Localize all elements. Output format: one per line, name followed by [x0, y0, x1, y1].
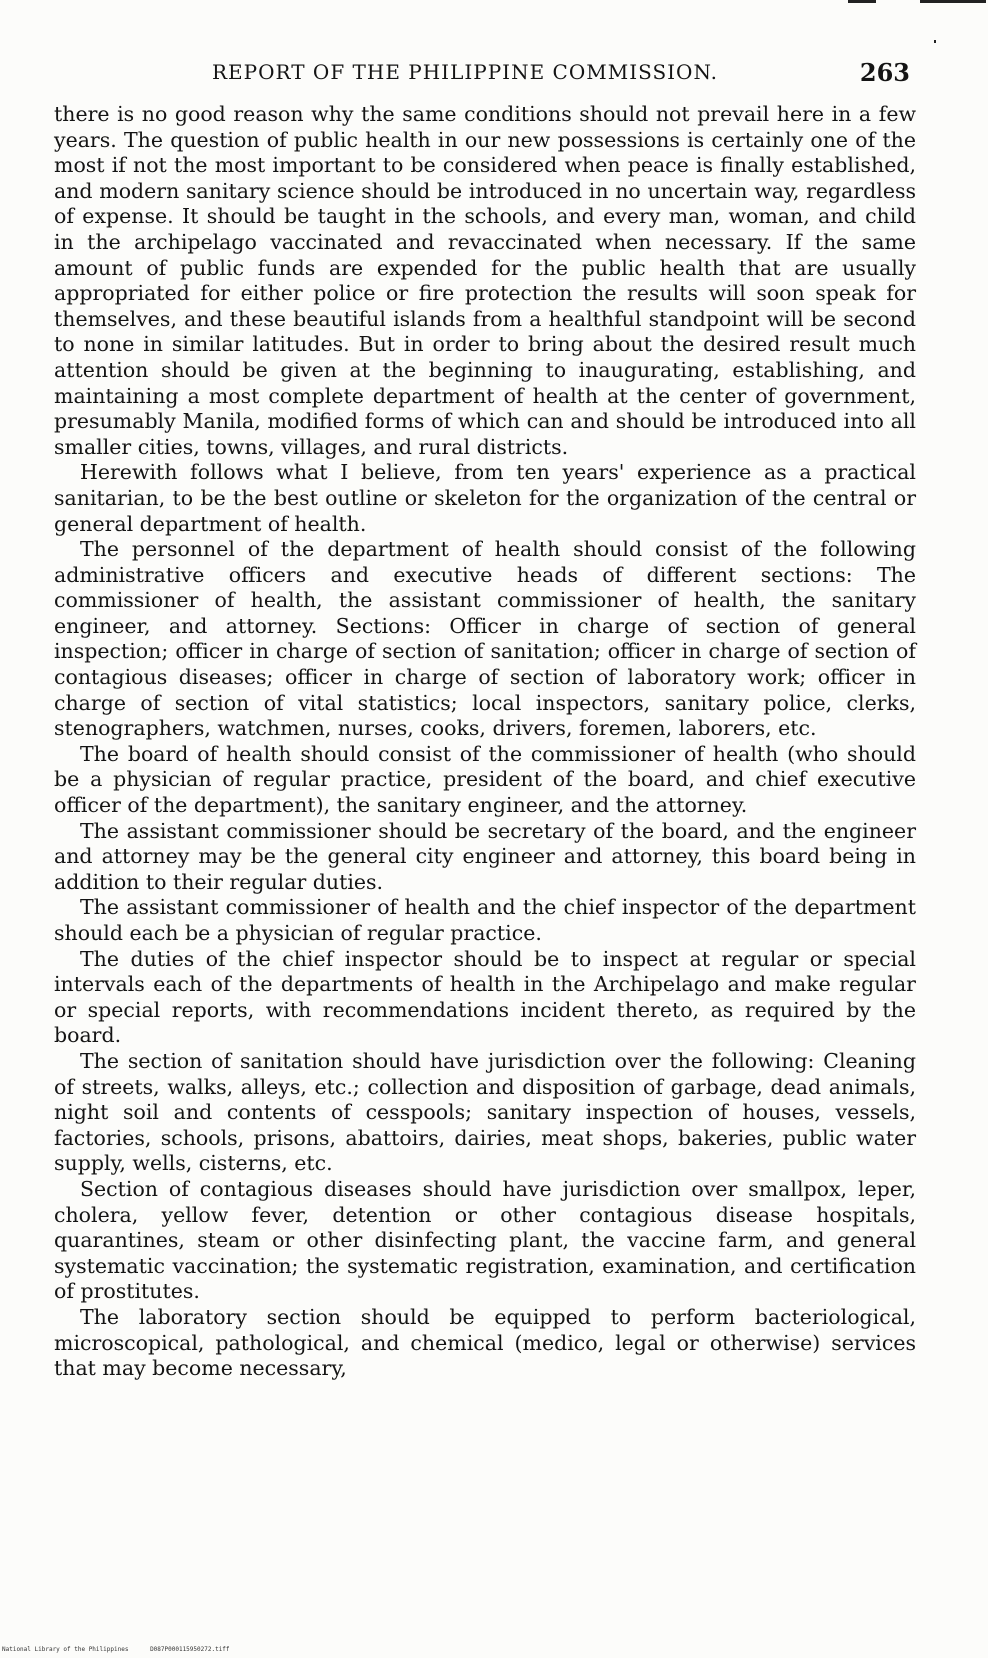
- paragraph-contagious-diseases: Section of contagious diseases should have jurisdiction over smallpox, leper, cholera, yellow fever, detention or other contagious disease hospitals, quarantines, steam or other disinfecting plant, the vaccine farm, and general systematic vaccination; the systematic registration, examination, and certification of prostitutes.: [54, 1176, 916, 1304]
- page-number: 263: [859, 58, 910, 87]
- scan-footer: [2, 1646, 248, 1653]
- running-head: REPORT OF THE PHILIPPINE COMMISSION.: [212, 60, 719, 84]
- scan-mark-top-right-2: [920, 0, 986, 3]
- paragraph-chief-inspector: The duties of the chief inspector should be to inspect at regular or special intervals each of the departments of health in the Archipelago and make regular or special reports, with recommendations incident thereto, as required by the board.: [54, 946, 916, 1048]
- scan-speck: [934, 40, 936, 43]
- body-text: [54, 102, 916, 1382]
- paragraph-public-health: there is no good reason why the same conditions should not prevail here in a few years. The question of public health in our new possessions is certainly one of the most if not the most important to be considered when peace is finally established, and modern sanitary science should be introduced in no uncertain way, regardless of expense. It should be taught in the schools, and every man, woman, and child in the archipelago vaccinated and revaccinated when necessary. If the same amount of public funds are expended for the public health that are usually appropriated for either police or fire protection the results will soon speak for themselves, and these beautiful islands from a healthful standpoint will be second to none in similar latitudes. But in order to bring about the desired result much attention should be given at the beginning to inaugurating, establishing, and maintaining a most complete department of health at the center of government, presumably Manila, modified forms of which can and should be introduced into all smaller cities, towns, villages, and rural districts.: [54, 102, 916, 459]
- paragraph-laboratory-section: The laboratory section should be equipped to perform bacteriological, microscopical, pathological, and chemical (medico, legal or otherwise) services that may become necessary,: [54, 1304, 916, 1381]
- scan-mark-top-right: [848, 0, 876, 3]
- footer-library: National Library of the Philippines: [2, 1646, 129, 1653]
- paragraph-herewith: Herewith follows what I believe, from ten years' experience as a practical sanitarian, to be the best outline or skeleton for the organization of the central or general department of health.: [54, 460, 916, 536]
- paragraph-assistant-commissioner: The assistant commissioner should be secretary of the board, and the engineer and attorney may be the general city engineer and attorney, this board being in addition to their regular duties.: [54, 818, 916, 894]
- page-header: [54, 54, 916, 90]
- paragraph-physicians: The assistant commissioner of health and the chief inspector of the department should each be a physician of regular practice.: [54, 895, 916, 945]
- paragraph-board-of-health: The board of health should consist of the commissioner of health (who should be a physician of regular practice, president of the board, and chief executive officer of the department), the sanitary engineer, and the attorney.: [54, 741, 916, 818]
- footer-file-id: D087P000115950272.tiff: [150, 1646, 230, 1653]
- paragraph-section-sanitation: The section of sanitation should have jurisdiction over the following: Cleaning of streets, walks, alleys, etc.; collection and disposition of garbage, dead animals, night soil and contents of cesspools; sanitary inspection of houses, vessels, factories, schools, prisons, abattoirs, dairies, meat shops, bakeries, public water supply, wells, cisterns, etc.: [54, 1048, 916, 1176]
- paragraph-personnel: The personnel of the department of health should consist of the following administrative officers and executive heads of different sections: The commissioner of health, the assistant commissioner of health, the sanitary engineer, and attorney. Sections: Officer in charge of section of general inspection; officer in charge of section of sanitation; officer in charge of section of contagious diseases; officer in charge of section of laboratory work; officer in charge of section of vital statistics; local inspectors, sanitary police, clerks, stenographers, watchmen, nurses, cooks, drivers, foremen, laborers, etc.: [54, 537, 916, 741]
